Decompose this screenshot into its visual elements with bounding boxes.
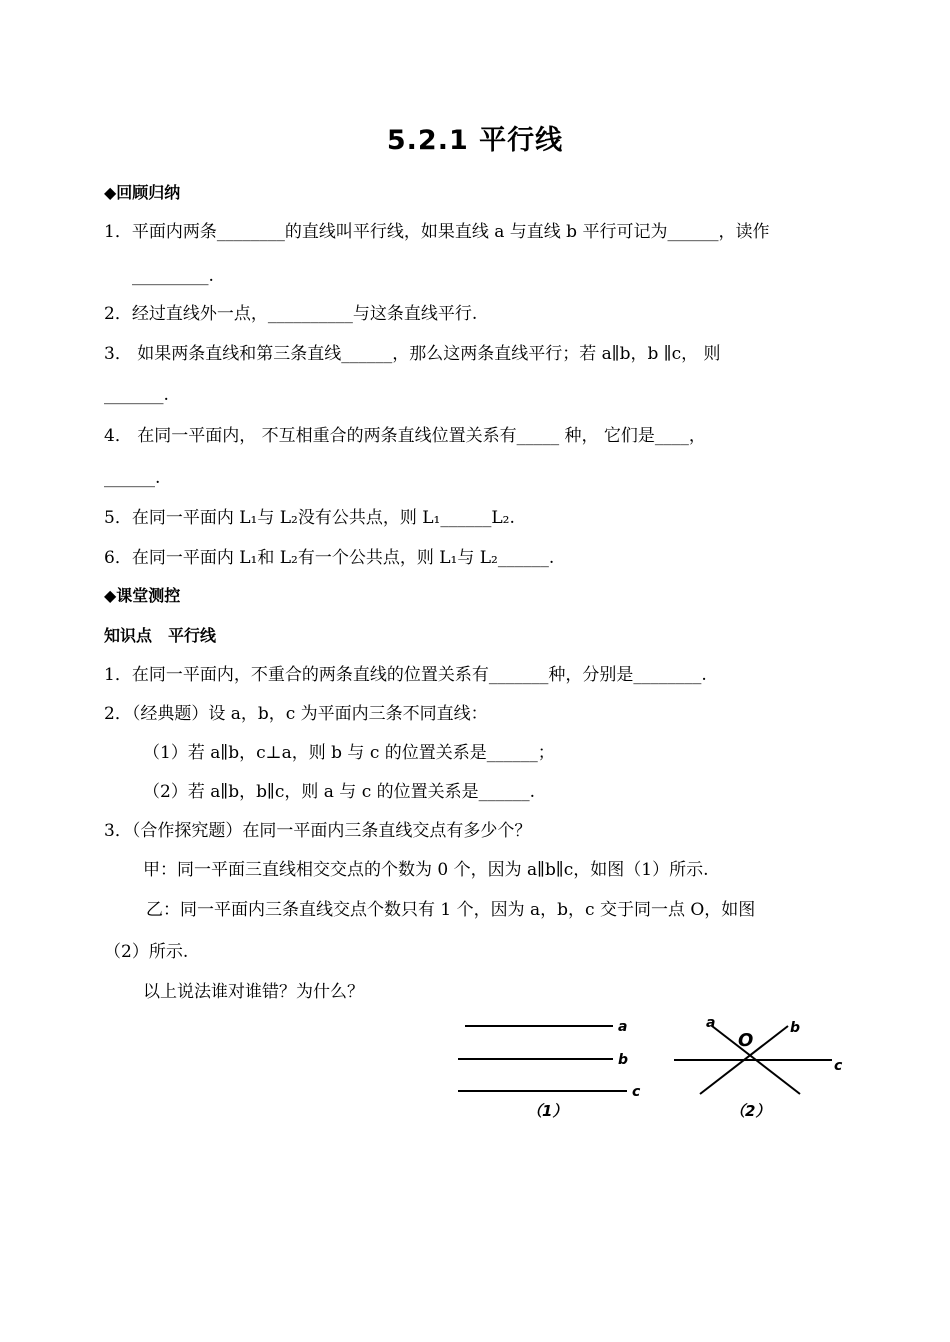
label-c: c — [834, 1058, 843, 1074]
classroom-line-2-2: （2）若 a∥b，b∥c，则 a 与 c 的位置关系是______. — [143, 782, 536, 802]
classroom-line-3-yi: 乙：同一平面内三条直线交点个数只有 1 个，因为 a，b，c 交于同一点 O，如图 — [146, 900, 756, 920]
review-heading: ◆回顾归纳 — [104, 183, 181, 202]
review-line-4-cont: ______. — [104, 468, 161, 488]
classroom-line-1: 1．在同一平面内，不重合的两条直线的位置关系有_______种，分别是________. — [104, 665, 707, 685]
review-line-1-cont: _________. — [132, 266, 214, 286]
label-o: O — [738, 1030, 754, 1051]
review-line-3: 3． 如果两条直线和第三条直线______，那么这两条直线平行；若 a∥b，b ∥c， 则 — [104, 344, 721, 364]
page-title: 5.2.1 平行线 — [386, 125, 564, 156]
classroom-line-2: 2．（经典题）设 a，b，c 为平面内三条不同直线： — [104, 704, 488, 724]
review-line-2: 2．经过直线外一点，__________与这条直线平行. — [104, 304, 478, 324]
classroom-line-3-yi-cont: （2）所示. — [104, 942, 189, 962]
review-line-3-cont: _______. — [104, 385, 169, 405]
figure-1 — [455, 1010, 655, 1120]
classroom-line-2-1: （1）若 a∥b，c⊥a，则 b 与 c 的位置关系是______； — [143, 743, 555, 763]
classroom-line-3-jia: 甲：同一平面三直线相交交点的个数为 0 个，因为 a∥b∥c，如图（1）所示. — [143, 860, 709, 880]
knowledge-point-heading: 知识点 平行线 — [104, 626, 217, 645]
review-line-1: 1．平面内两条________的直线叫平行线，如果直线 a 与直线 b 平行可记为______，读作 — [104, 222, 770, 242]
label-c: c — [632, 1084, 641, 1100]
review-line-4: 4． 在同一平面内， 不互相重合的两条直线位置关系有_____ 种， 它们是____， — [104, 426, 706, 446]
label-b: b — [790, 1020, 801, 1036]
figure-2 — [670, 1010, 850, 1120]
label-a: a — [618, 1019, 628, 1035]
label-a: a — [706, 1015, 716, 1031]
figure-1-caption: （1） — [527, 1102, 568, 1120]
label-b: b — [618, 1052, 629, 1068]
classroom-line-3-question: 以上说法谁对谁错？为什么？ — [143, 982, 364, 1002]
classroom-line-3: 3．（合作探究题）在同一平面内三条直线交点有多少个？ — [104, 821, 532, 841]
classroom-heading: ◆课堂测控 — [104, 586, 181, 605]
review-line-6: 6．在同一平面内 L₁和 L₂有一个公共点，则 L₁与 L₂______. — [104, 548, 555, 568]
figure-2-caption: （2） — [730, 1102, 771, 1120]
review-line-5: 5．在同一平面内 L₁与 L₂没有公共点，则 L₁______L₂. — [104, 508, 515, 528]
